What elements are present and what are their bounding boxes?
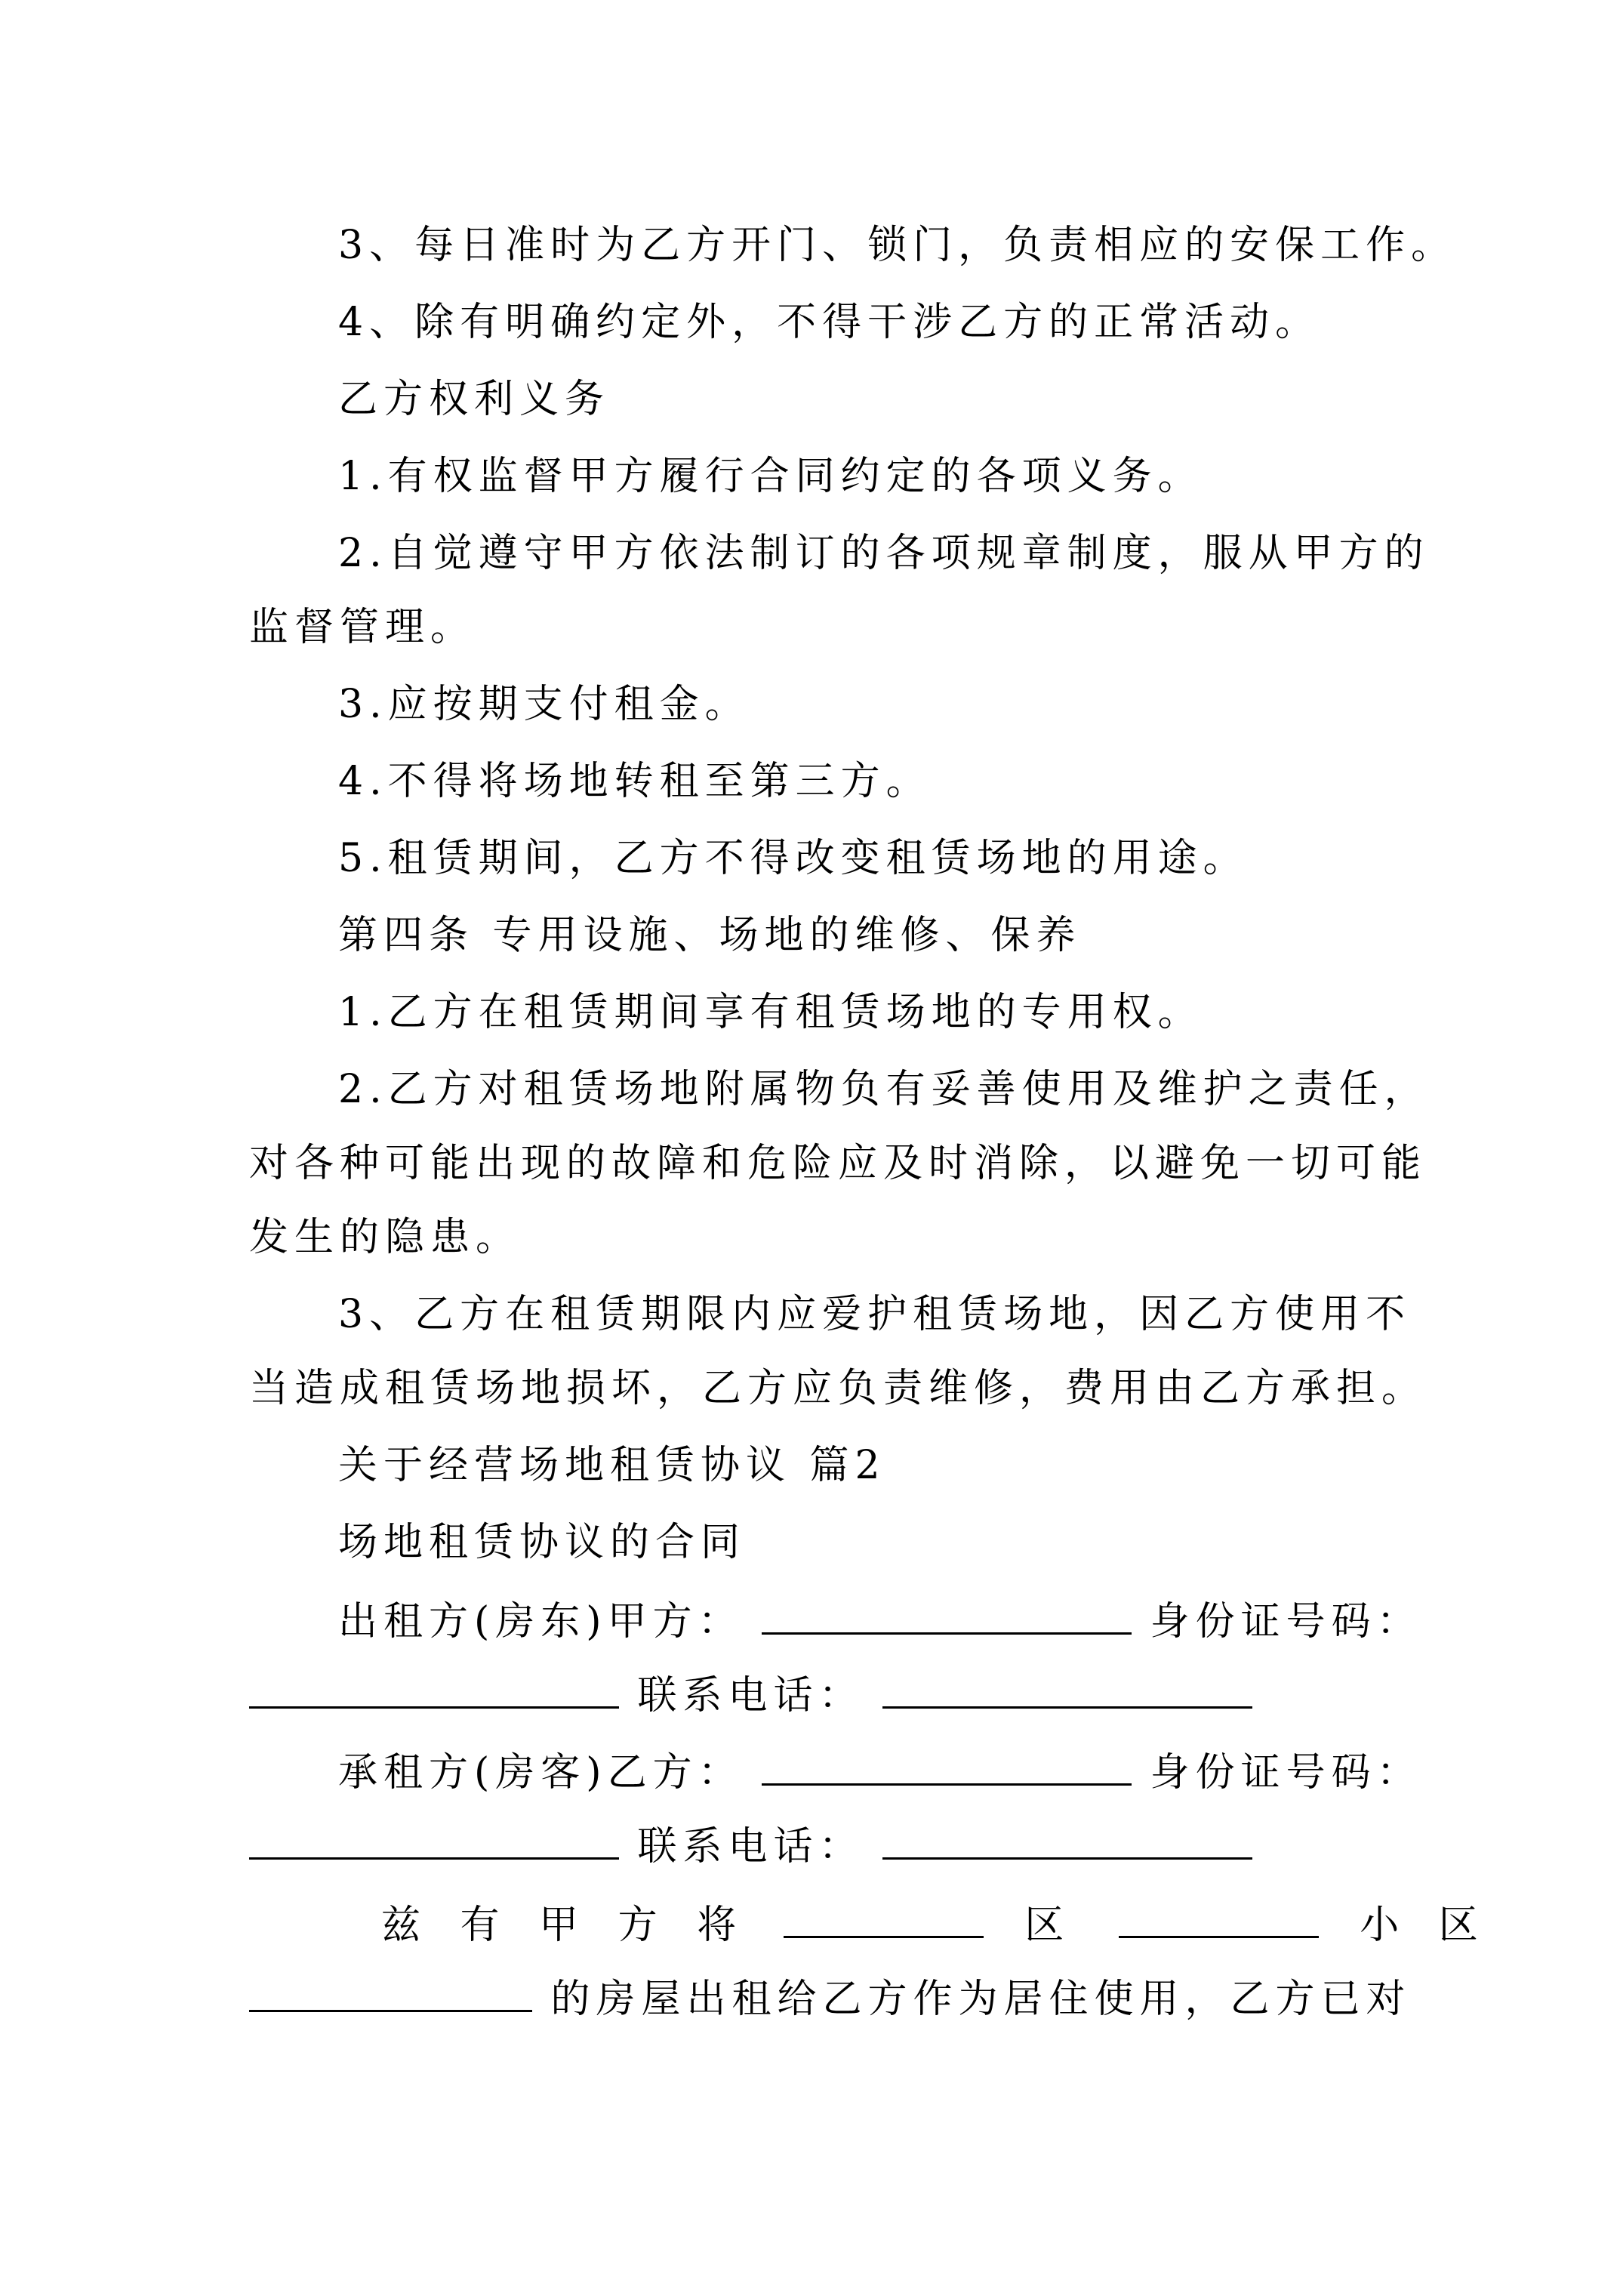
landlord-name-blank[interactable] <box>762 1593 1132 1635</box>
id-number-label: 身份证号码： <box>1150 1599 1422 1644</box>
text-line: 3、乙方在租赁期限内应爱护租赁场地，因乙方使用不 <box>338 1292 1412 1337</box>
landlord-line <box>338 1593 1486 1646</box>
text-line: 发生的隐患。 <box>249 1215 522 1260</box>
article-title: 关于经营场地租赁协议 篇2 <box>338 1443 886 1488</box>
phone-label: 联系电话： <box>637 1824 864 1869</box>
text-line: 5.租赁期间，乙方不得改变租赁场地的用途。 <box>338 836 1249 881</box>
text-line: 3、每日准时为乙方开门、锁门，负责相应的安保工作。 <box>338 223 1457 268</box>
text-line: 2.乙方对租赁场地附属物负有妥善使用及维护之责任， <box>338 1067 1430 1112</box>
text-line: 4.不得将场地转租至第三方。 <box>338 759 932 804</box>
text-line: 监督管理。 <box>249 605 476 650</box>
text-line: 4、除有明确约定外，不得干涉乙方的正常活动。 <box>338 300 1321 345</box>
district-label: 区 <box>1024 1903 1078 1948</box>
landlord-label: 出租方(房东)甲方： <box>338 1599 744 1644</box>
landlord-id-blank[interactable] <box>249 1667 619 1709</box>
tenant-name-blank[interactable] <box>762 1744 1132 1786</box>
text-line: 2.自觉遵守甲方依法制订的各项规章制度，服从甲方的 <box>338 531 1430 576</box>
article-heading: 第四条 专用设施、场地的维修、保养 <box>338 913 1082 958</box>
text-line: 对各种可能出现的故障和危险应及时消除，以避免一切可能 <box>249 1141 1427 1186</box>
tenant-line <box>338 1744 1486 1797</box>
text-line: 1.有权监督甲方履行合同约定的各项义务。 <box>338 454 1203 499</box>
address-blank[interactable] <box>249 1971 532 2012</box>
property-line <box>381 1897 1529 1949</box>
community-blank[interactable] <box>1119 1897 1319 1938</box>
phone-label: 联系电话： <box>637 1673 864 1718</box>
section-heading: 乙方权利义务 <box>338 377 611 422</box>
property-text-end: 的房屋出租给乙方作为居住使用，乙方已对 <box>550 1977 1412 2022</box>
text-line: 3.应按期支付租金。 <box>338 682 750 727</box>
tenant-contact-line <box>249 1818 1397 1871</box>
district-blank[interactable] <box>784 1897 984 1938</box>
property-text-start: 兹 有 甲 方 将 <box>381 1903 750 1948</box>
text-line: 当造成租赁场地损坏，乙方应负责维修，费用由乙方承担。 <box>249 1366 1427 1411</box>
text-line: 1.乙方在租赁期间享有租赁场地的专用权。 <box>338 990 1203 1035</box>
property-line-2 <box>249 1971 1412 2023</box>
tenant-label: 承租方(房客)乙方： <box>338 1750 744 1795</box>
landlord-phone-blank[interactable] <box>882 1667 1252 1709</box>
tenant-phone-blank[interactable] <box>882 1818 1252 1860</box>
community-label: 小 区 <box>1360 1903 1492 1948</box>
tenant-id-blank[interactable] <box>249 1818 619 1860</box>
id-number-label: 身份证号码： <box>1150 1750 1422 1795</box>
landlord-contact-line <box>249 1667 1397 1720</box>
contract-title: 场地租赁协议的合同 <box>338 1520 747 1565</box>
